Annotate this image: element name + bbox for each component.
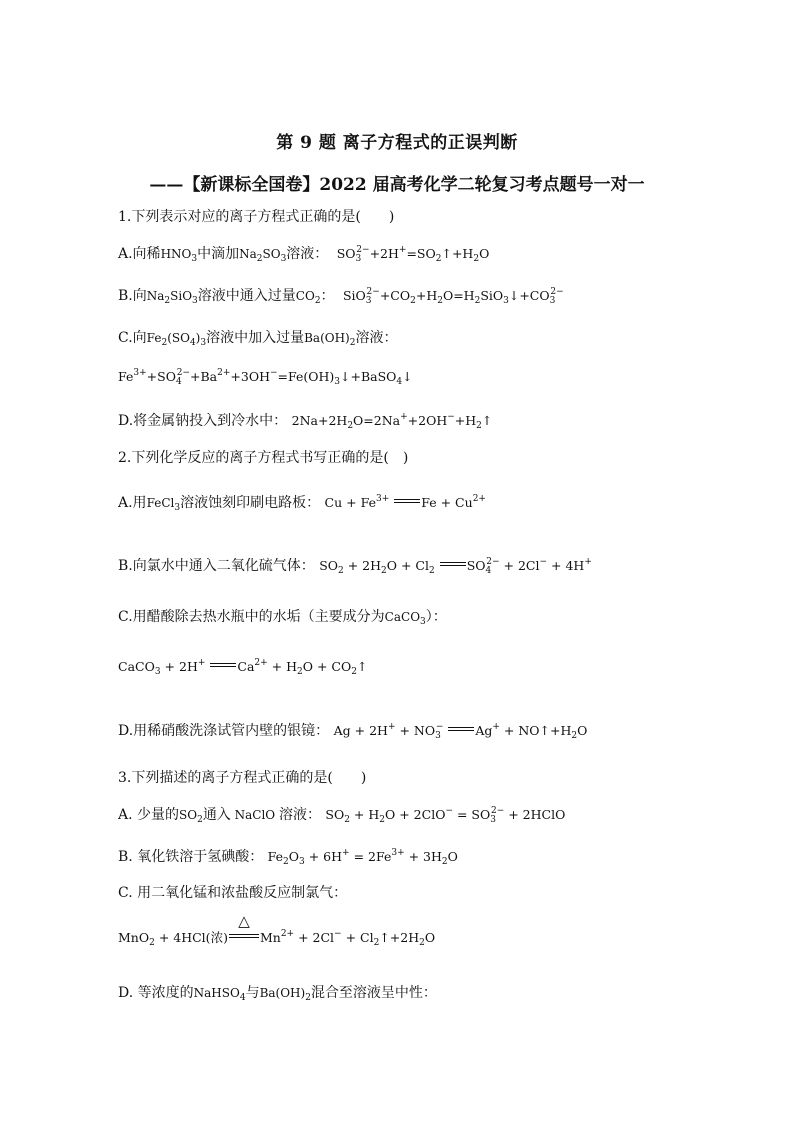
- q2-option-b: [118, 555, 592, 576]
- q3-a-tail: 溶液：: [278, 807, 321, 823]
- q2-c-label: C.用醋酸除去热水瓶中的水垢（主要成分为: [118, 609, 385, 625]
- q2-d-label: D.用稀硝酸洗涤试管内壁的银镜：: [118, 723, 330, 739]
- q3-a-equation: $SO_2 + H_2O + 2ClO^- = SO_3^{2-}$ + 2HClO: [325, 806, 566, 825]
- q3-option-b: [118, 846, 458, 867]
- q1-a-tail: 溶液：: [286, 246, 329, 262]
- q2-b-label: B.向氯水中通入二氧化硫气体：: [118, 558, 315, 574]
- q1-d-label: D.将金属钠投入到冷水中：: [118, 413, 288, 429]
- q3-d-tail: 混合至溶液呈中性：: [310, 985, 437, 1001]
- page-subtitle: ——【新课标全国卷】2022 届高考化学二轮复习考点题号一对一: [149, 175, 645, 195]
- q1-c-mid: 溶液中加入过量: [206, 330, 305, 346]
- q3-d-label: D. 等浓度的: [118, 985, 194, 1001]
- q3-option-c: C. 用二氧化锰和浓盐酸反应制氯气：: [118, 885, 348, 901]
- q1-option-d: [118, 410, 492, 431]
- q1-stem: 1.下列表示对应的离子方程式正确的是( ): [118, 209, 395, 225]
- q1-option-a: A.向稀$HNO_3$中滴加$Na_2SO_3$溶液： $SO_3^{2-}+2H^+=SO_2↑+H_2O$: [118, 245, 490, 264]
- q1-b-label: B.向: [118, 288, 147, 304]
- page-title: 第 9 题 离子方程式的正误判断: [276, 133, 518, 153]
- q2-option-a: A.用FeCl$_3$溶液蚀刻印刷电路板： $Cu + Fe^{3+}$ $Fe + Cu^{2+}$: [118, 494, 486, 513]
- q3-a-label: A. 少量的: [118, 807, 180, 823]
- q2-a-equation: $Cu + Fe^{3+}$ $Fe + Cu^{2+}$: [324, 494, 486, 510]
- q3-b-label: B. 氧化铁溶于氢碘酸：: [118, 849, 264, 865]
- q3-option-a: A. 少量的$SO_2$通入 NaClO 溶液： $SO_2 + H_2O + 2ClO^- = SO_3^{2-}$ + 2HClO: [118, 806, 566, 825]
- q2-stem: 2.下列化学反应的离子方程式书写正确的是( ): [118, 450, 409, 466]
- q1-b-mid: 溶液中通入过量: [197, 288, 296, 304]
- q2-d-equation: $Ag + 2H^+ + NO_3^-$ $Ag^+ + NO↑+H_2O$: [333, 722, 588, 741]
- q3-option-d: D. 等浓度的NaHSO$_4$与$Ba(OH)_2$混合至溶液呈中性：: [118, 985, 437, 1003]
- q1-a-mid: 中滴加: [197, 246, 240, 262]
- heat-symbol: △: [238, 912, 250, 930]
- q3-d-mid: 与: [245, 985, 260, 1001]
- q2-c-tail: ）：: [425, 609, 447, 625]
- q2-b-equation: $SO_2 + 2H_2O + Cl_2$ $SO_4^{2-} + 2Cl^- + 4H^+$: [319, 557, 592, 576]
- q2-option-c: C.用醋酸除去热水瓶中的水垢（主要成分为CaCO$_3$）：: [118, 609, 447, 627]
- q1-a-label: A.向稀: [118, 246, 161, 262]
- q3-a-mid: 通入: [202, 807, 231, 823]
- q2-c-equation: CaCO$_3$ + 2H+ $Ca^{2+} + H_2O$ + $CO_2↑$: [118, 658, 368, 677]
- q1-a-equation: $SO_3^{2-}+2H^+=SO_2↑+H_2O$: [332, 245, 490, 264]
- q3-c-conc: 浓: [210, 930, 224, 945]
- q2-option-d: [118, 720, 587, 741]
- q3-b-equation: $Fe_2O_3 + 6H^+ = 2Fe^{3+} + 3H_2O$: [267, 848, 458, 867]
- q1-c-equation: $Fe^{3+}+SO_4^{2-}+Ba^{2+}+3OH^-=Fe(OH)_3↓+BaSO_4↓$: [118, 368, 413, 387]
- q1-d-equation: $2Na+2H_2O=2Na^++2OH^-+H_2↑$: [291, 412, 493, 431]
- q1-b-equation: $SiO_3^{2-}+CO_2+H_2O=H_2SiO_3↓+CO_3^{2-}$: [339, 287, 564, 306]
- q2-a-tail: 溶液蚀刻印刷电路板：: [180, 495, 321, 511]
- q1-c-tail: 溶液：: [355, 330, 398, 346]
- q3-c-equation: MnO$_2$ + 4HCl(浓) △ $Mn^{2+} + 2Cl^-$ + $Cl_2↑+2H_2O$: [118, 912, 436, 948]
- q1-option-c: C.向$Fe_2(SO_4)_3$溶液中加入过量$Ba(OH)_2$溶液：: [118, 330, 398, 348]
- q3-stem: 3.下列描述的离子方程式正确的是( ): [118, 770, 367, 786]
- q1-c-label: C.向: [118, 330, 147, 346]
- q2-a-label: A.用: [118, 495, 147, 511]
- q1-option-b: B.向$Na_2SiO_3$溶液中通入过量$CO_2$： $SiO_3^{2-}+CO_2+H_2O=H_2SiO_3↓+CO_3^{2-}$: [118, 287, 564, 306]
- q1-b-tail: ：: [320, 288, 335, 304]
